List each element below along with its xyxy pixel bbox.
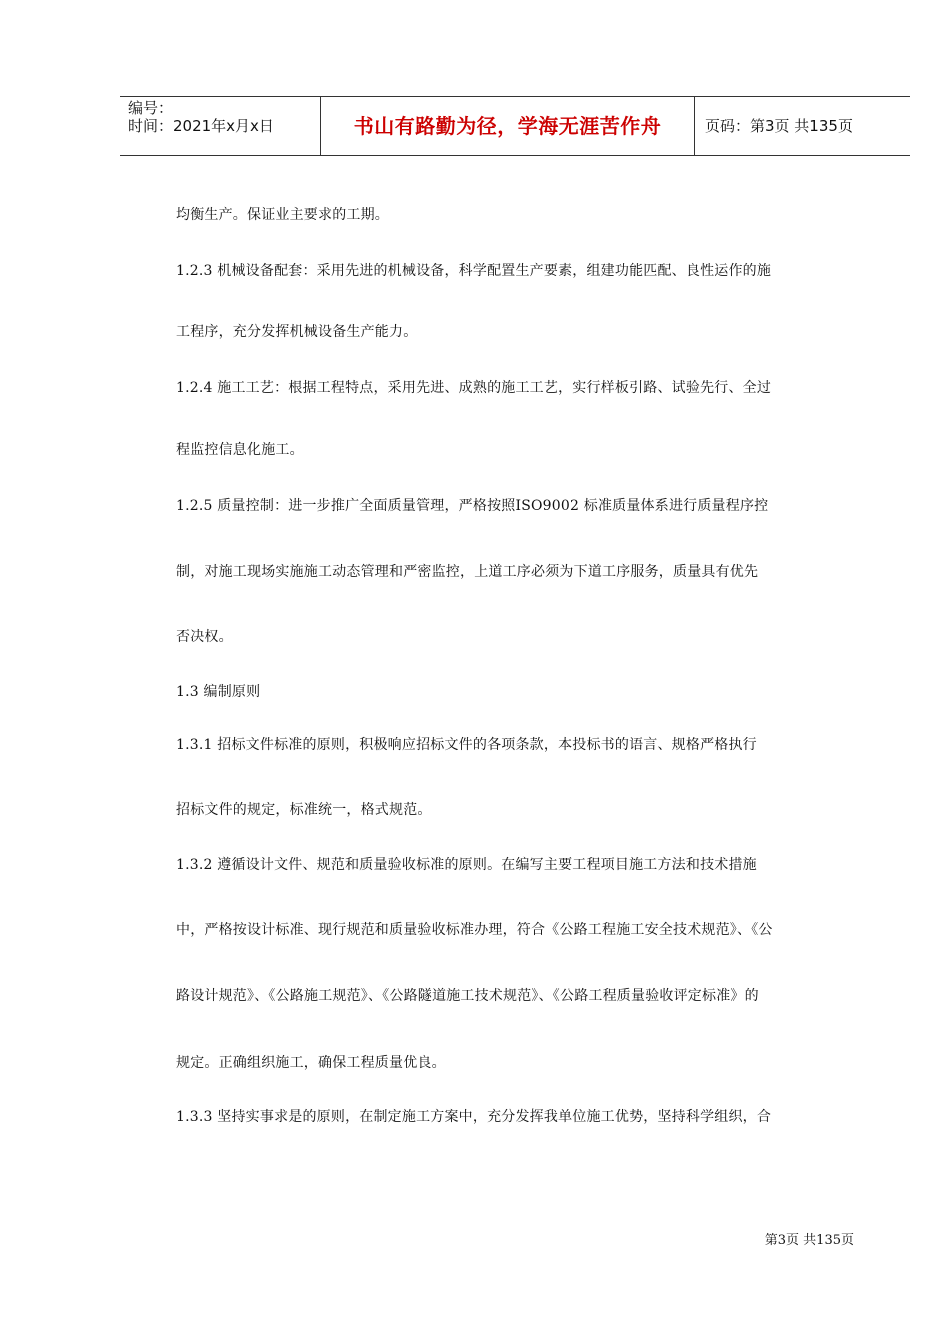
- body-line-2: 1.2.3 机械设备配套：采用先进的机械设备，科学配置生产要素，组建功能匹配、良性运作的施: [176, 263, 772, 279]
- body-line-14: 路设计规范》、《公路施工规范》、《公路隧道施工技术规范》、《公路工程质量验收评定标准》的: [176, 988, 759, 1004]
- body-line-16: 1.3.3 坚持实事求是的原则，在制定施工方案中，充分发挥我单位施工优势，坚持科学组织，合: [176, 1109, 772, 1125]
- body-line-4: 1.2.4 施工工艺：根据工程特点，采用先进、成熟的施工工艺，实行样板引路、试验先行、全过: [176, 380, 772, 396]
- header-meta-cell: [120, 97, 321, 155]
- body-line-13: 中，严格按设计标准、现行规范和质量验收标准办理，符合《公路工程施工安全技术规范》、《公: [176, 922, 773, 938]
- header-motto: 书山有路勤为径，学海无涯苦作舟: [321, 97, 695, 155]
- document-code-label: 编号：: [128, 99, 174, 117]
- page-footer: 第3页 共135页: [764, 1233, 854, 1248]
- header-page-info: 页码：第3页 共135页: [705, 117, 853, 135]
- body-line-11: 招标文件的规定，标准统一，格式规范。: [176, 802, 432, 818]
- page-header: [120, 96, 910, 156]
- body-line-1: 均衡生产。保证业主要求的工期。: [176, 207, 389, 223]
- body-line-7: 制，对施工现场实施施工动态管理和严密监控，上道工序必须为下道工序服务，质量具有优先: [176, 564, 759, 580]
- body-line-10: 1.3.1 招标文件标准的原则，积极响应招标文件的各项条款，本投标书的语言、规格严格执行: [176, 737, 757, 753]
- body-line-3: 工程序，充分发挥机械设备生产能力。: [176, 324, 418, 340]
- body-line-15: 规定。正确组织施工，确保工程质量优良。: [176, 1055, 446, 1071]
- body-line-8: 否决权。: [176, 629, 233, 645]
- body-line-12: 1.3.2 遵循设计文件、规范和质量验收标准的原则。在编写主要工程项目施工方法和技术措施: [176, 857, 757, 873]
- document-date: 时间：2021年x月x日: [128, 117, 274, 135]
- body-line-6: 1.2.5 质量控制：进一步推广全面质量管理，严格按照ISO9002 标准质量体系进行质量程序控: [176, 498, 769, 514]
- section-heading-1-3: 1.3 编制原则: [176, 684, 261, 700]
- body-line-5: 程监控信息化施工。: [176, 442, 304, 458]
